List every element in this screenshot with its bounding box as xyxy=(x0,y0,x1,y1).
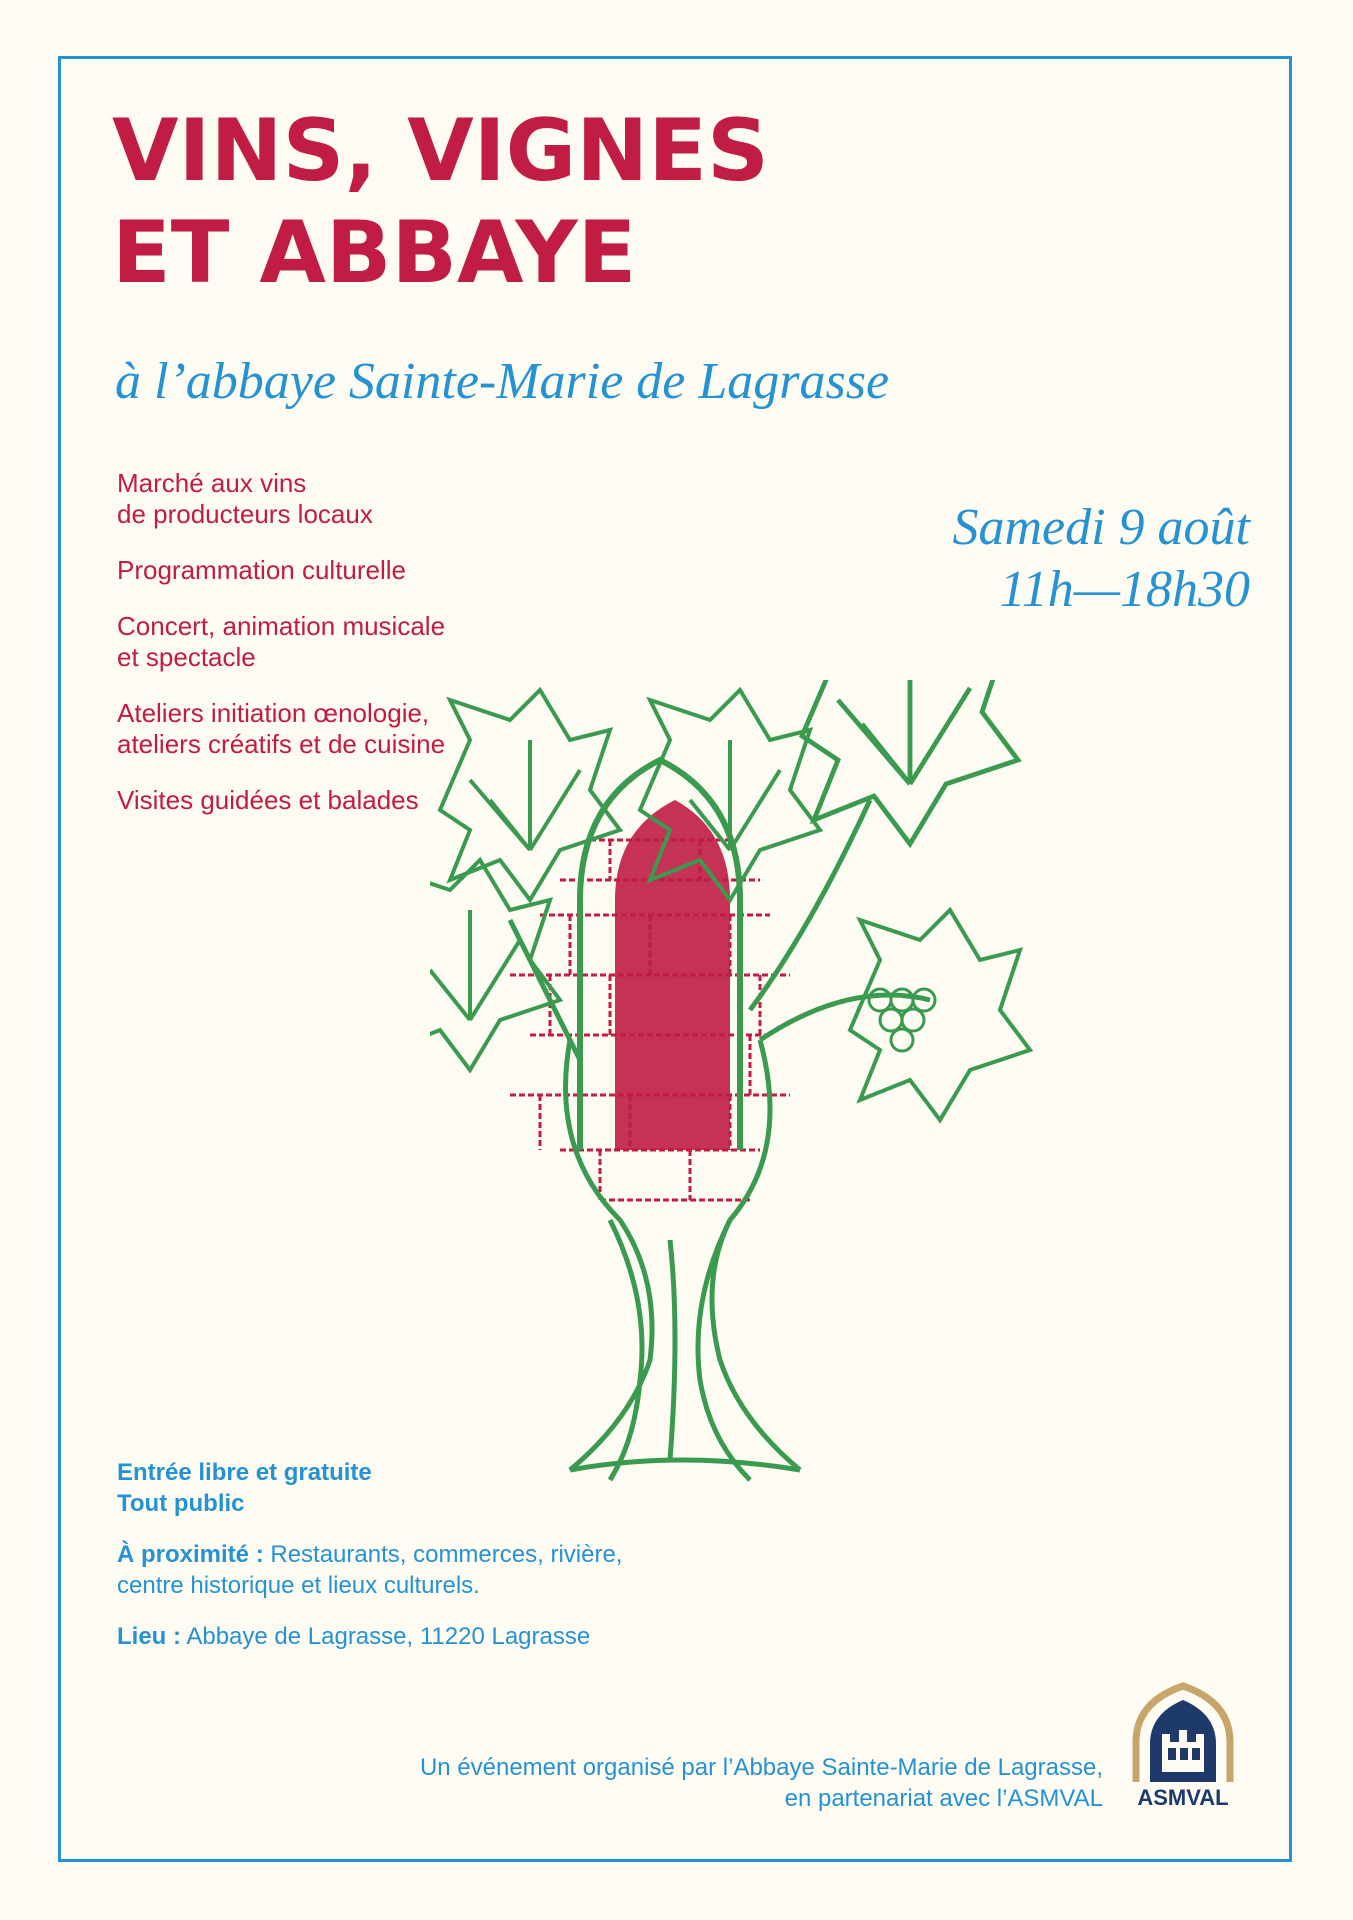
activity-item: Visites guidées et balades xyxy=(117,785,419,815)
practical-info xyxy=(117,1457,737,1652)
title-line-1: VINS, VIGNES xyxy=(112,101,769,201)
activity-item: Marché aux vins de producteurs locaux xyxy=(117,468,373,529)
footer-line-2: en partenariat avec l’ASMVAL xyxy=(784,1785,1103,1812)
subtitle: à l’abbaye Sainte-Marie de Lagrasse xyxy=(115,353,890,410)
nearby-text: Restaurants, commerces, rivière, centre historique et lieux culturels. xyxy=(117,1541,623,1599)
nearby-label: À proximité : xyxy=(117,1541,264,1568)
activity-item: Ateliers initiation œnologie, ateliers créatifs et de cuisine xyxy=(117,698,446,759)
event-hours: 11h—18h30 xyxy=(999,561,1250,618)
place-label: Lieu : xyxy=(117,1623,181,1650)
grape-leaf-icon xyxy=(430,860,560,1070)
activity-item: Programmation culturelle xyxy=(117,555,407,585)
footer-line-1: Un événement organisé par l’Abbaye Sainte-Marie de Lagrasse, xyxy=(419,1754,1103,1781)
organizer-footer xyxy=(420,1752,1103,1814)
grape-leaf-icon xyxy=(850,910,1030,1120)
audience-text: Tout public xyxy=(117,1490,245,1517)
poster-title xyxy=(112,100,769,304)
activity-item: Concert, animation musicale et spectacle xyxy=(117,611,446,672)
place-info xyxy=(117,1621,737,1652)
vine-abbey-window-illustration xyxy=(430,680,1250,1510)
grape-leaf-icon xyxy=(440,690,620,900)
event-day: Samedi 9 août xyxy=(952,499,1250,556)
logo-text: ASMVAL xyxy=(1137,1785,1229,1810)
place-text: Abbaye de Lagrasse, 11220 Lagrasse xyxy=(186,1623,591,1650)
nearby-info xyxy=(117,1539,737,1601)
window-icon xyxy=(615,800,730,1150)
event-date xyxy=(952,497,1250,621)
grape-leaf-icon xyxy=(802,680,1018,844)
entry-text: Entrée libre et gratuite xyxy=(117,1459,372,1486)
title-line-2: ET ABBAYE xyxy=(112,203,637,303)
